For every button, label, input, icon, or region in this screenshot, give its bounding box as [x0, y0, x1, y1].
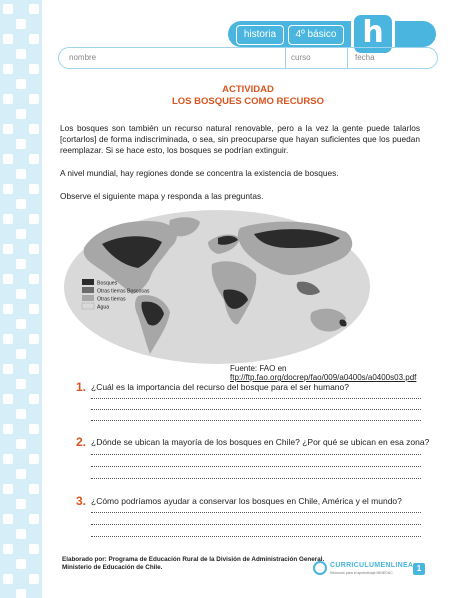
- strip-square: [3, 364, 13, 374]
- strip-square: [3, 574, 13, 584]
- strip-square: [16, 139, 26, 149]
- strip-square: [16, 319, 26, 329]
- subject-tag: historia: [236, 25, 284, 45]
- legend-swatch-other-land: [82, 295, 94, 301]
- map-source: [230, 364, 453, 382]
- strip-square: [16, 289, 26, 299]
- strip-square: [29, 154, 39, 164]
- strip-square: [16, 439, 26, 449]
- question-number: 3.: [76, 494, 87, 508]
- question-text: ¿Cómo podríamos ayudar a conservar los bosques en Chile, América y el mundo?: [91, 496, 402, 506]
- course-label: curso: [291, 53, 311, 62]
- strip-square: [16, 589, 26, 598]
- intro-paragraph: Los bosques son también un recurso natural renovable, pero a la vez la gente puede talarlos [cortarlos] de forma indiscriminada, o sea, sin preocuparse que hayan suficientes que los puedan reemplazar. Si se hace esto, los bosques se podrían extinguir.: [60, 123, 420, 156]
- strip-square: [29, 514, 39, 524]
- strip-square: [16, 529, 26, 539]
- page-title: LOS BOSQUES COMO RECURSO: [171, 96, 324, 107]
- strip-square: [16, 259, 26, 269]
- strip-square: [29, 454, 39, 464]
- strip-square: [3, 514, 13, 524]
- strip-square: [16, 109, 26, 119]
- legend-swatch-forest: [82, 279, 94, 285]
- strip-square: [29, 184, 39, 194]
- strip-square: [16, 229, 26, 239]
- question-text: ¿Cuál es la importancia del recurso del bosque para el ser humano?: [91, 382, 349, 392]
- brand-icon: [313, 561, 327, 575]
- grade-tag: 4º básico: [288, 25, 344, 45]
- strip-square: [29, 4, 39, 14]
- strip-square: [3, 124, 13, 134]
- activity-label: ACTIVIDAD: [222, 84, 274, 95]
- strip-square: [29, 64, 39, 74]
- strip-square: [16, 19, 26, 29]
- strip-square: [3, 214, 13, 224]
- strip-square: [3, 34, 13, 44]
- strip-square: [29, 394, 39, 404]
- strip-square: [3, 274, 13, 284]
- brand-tagline: Recursos para el aprendizaje MINEDUC: [330, 571, 393, 575]
- strip-square: [3, 424, 13, 434]
- strip-square: [16, 79, 26, 89]
- answer-line[interactable]: [91, 536, 421, 537]
- logo-letter: h: [362, 15, 384, 50]
- strip-square: [29, 244, 39, 254]
- strip-square: [3, 454, 13, 464]
- answer-line[interactable]: [91, 454, 421, 455]
- source-prefix: Fuente: FAO en: [230, 364, 287, 373]
- answer-line[interactable]: [91, 420, 421, 421]
- strip-square: [29, 574, 39, 584]
- strip-square: [3, 244, 13, 254]
- strip-square: [3, 4, 13, 14]
- strip-square: [3, 394, 13, 404]
- strip-square: [16, 409, 26, 419]
- legend-label: Otras tierras: [97, 296, 126, 303]
- paragraph-instruction: Observe el siguiente mapa y responda a las preguntas.: [60, 191, 264, 201]
- legend-swatch-other-wooded: [82, 287, 94, 293]
- strip-square: [3, 304, 13, 314]
- strip-square: [3, 484, 13, 494]
- student-info-bar: [58, 47, 438, 69]
- answer-line[interactable]: [91, 466, 421, 467]
- strip-square: [3, 94, 13, 104]
- legend-swatch-water: [82, 303, 94, 309]
- strip-square: [29, 94, 39, 104]
- strip-square: [16, 379, 26, 389]
- legend-label: Otras tierras Boscosas: [97, 288, 150, 295]
- question-number: 2.: [76, 435, 87, 449]
- page-number: 1: [413, 563, 425, 575]
- decorative-side-strip: [0, 0, 42, 598]
- divider: [347, 48, 348, 68]
- strip-square: [29, 544, 39, 554]
- legend-label: Agua: [97, 304, 110, 311]
- legend-label: Bosques: [97, 280, 118, 287]
- answer-line[interactable]: [91, 398, 421, 399]
- answer-line[interactable]: [91, 478, 421, 479]
- strip-square: [16, 349, 26, 359]
- strip-square: [29, 274, 39, 284]
- strip-square: [3, 184, 13, 194]
- strip-square: [3, 64, 13, 74]
- strip-square: [16, 499, 26, 509]
- strip-square: [29, 364, 39, 374]
- strip-square: [3, 334, 13, 344]
- strip-square: [29, 124, 39, 134]
- strip-square: [16, 469, 26, 479]
- date-label: fecha: [355, 53, 375, 62]
- strip-square: [16, 169, 26, 179]
- question-number: 1.: [76, 380, 87, 394]
- answer-line[interactable]: [91, 409, 421, 410]
- footer-credit: Elaborado por: Programa de Educación Rural de la División de Administración General.: [62, 556, 325, 563]
- strip-square: [29, 34, 39, 44]
- question-text: ¿Dónde se ubican la mayoría de los bosques en Chile? ¿Por qué se ubican en esa zona?: [91, 437, 430, 447]
- strip-square: [16, 49, 26, 59]
- strip-square: [29, 214, 39, 224]
- footer-ministry: Ministerio de Educación de Chile.: [62, 564, 163, 571]
- divider: [285, 48, 286, 68]
- strip-square: [3, 544, 13, 554]
- strip-square: [29, 304, 39, 314]
- name-label: nombre: [69, 53, 97, 62]
- strip-square: [3, 154, 13, 164]
- answer-line[interactable]: [91, 524, 421, 525]
- source-link[interactable]: ftp://ftp.fao.org/docrep/fao/009/a0400s/a0400s03.pdf: [230, 373, 417, 382]
- answer-line[interactable]: [91, 512, 421, 513]
- paragraph-regions: A nivel mundial, hay regiones donde se concentra la existencia de bosques.: [60, 168, 339, 178]
- brand-name: CURRICULUMENLINEA: [330, 562, 414, 569]
- strip-square: [16, 559, 26, 569]
- strip-square: [29, 484, 39, 494]
- strip-square: [29, 424, 39, 434]
- world-forest-map: [62, 208, 372, 366]
- strip-square: [29, 334, 39, 344]
- strip-square: [16, 199, 26, 209]
